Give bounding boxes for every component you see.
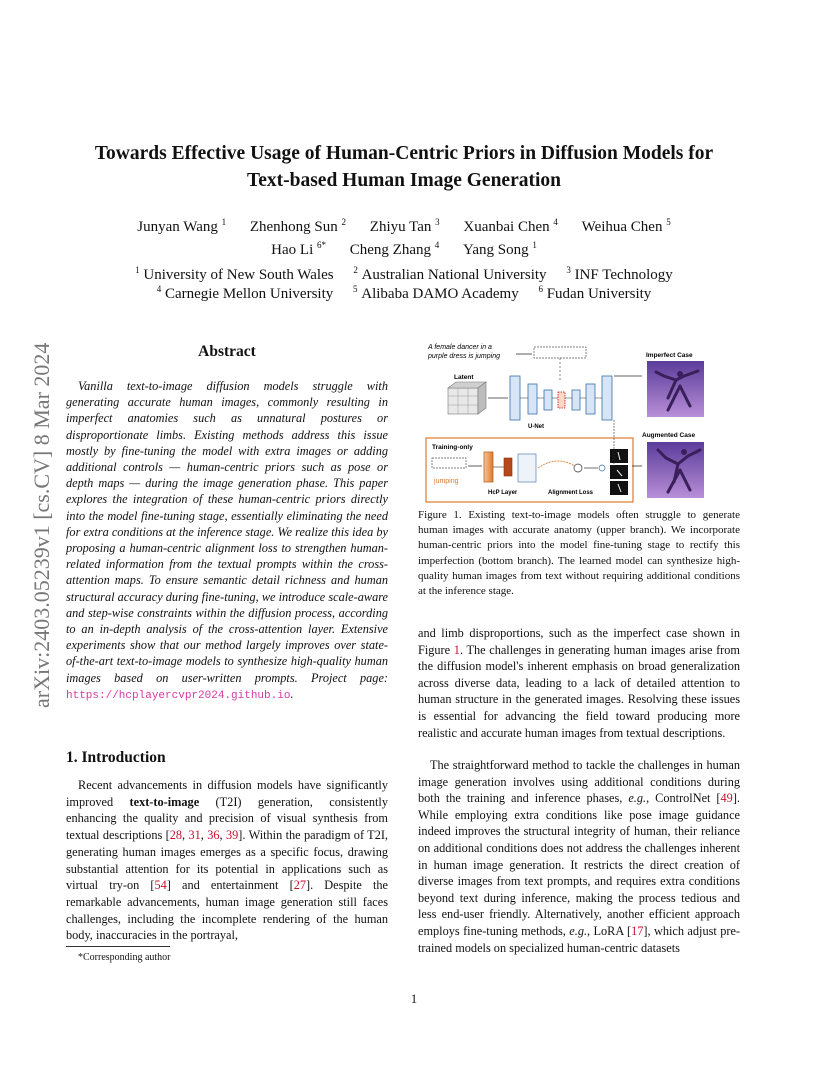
hcp-layer-label: HcP Layer (488, 490, 518, 496)
title-line-2: Text-based Human Image Generation (247, 170, 561, 191)
imperfect-case-image (647, 361, 704, 417)
jumping-token: jumping (434, 478, 459, 485)
training-only-label: Training-only (432, 444, 473, 451)
citation-link[interactable]: 39 (225, 828, 239, 843)
affiliation: $^6$ Fudan University (538, 284, 652, 302)
author: Yang Song $^1$ (462, 240, 537, 258)
prompt-text-line-2: purple dress is jumping (428, 353, 500, 360)
right-column-paragraph-1: and limb disproportions, such as the imperfect case shown in Figure 1. The challenges in generating human images arise from the diffusion model's inherent emphasis on broad generalization across diverse data, leading to a lack of detailed attention to human structure in the generated images. Resolving these issues is essential for advancing the field toward producing more realistic and accurate human images from textual descriptions. (418, 626, 740, 740)
text-embedding-icon (534, 347, 586, 358)
unet-label: U-Net (528, 424, 544, 430)
citation-link[interactable]: 28 (169, 828, 183, 843)
author-list (60, 216, 748, 262)
citation-link[interactable]: 17 (631, 923, 644, 938)
arxiv-identifier: arXiv:2403.05239v1 [cs.CV] 8 Mar 2024 (29, 342, 54, 708)
latent-label: Latent (454, 374, 474, 381)
right-column-paragraph-2: The straightforward method to tackle the challenges in human image generation involves using additional conditions during both the training and inference phases, e.g., ControlNet [49]. While employing extra conditions like pose image guidance indeed improves the structural integrity of human, their reliance on additional conditions does not address the challenges inherent in human image generation. It restricts the direct creation of diverse images from text prompts, and requires extra conditions beyond text during inference, making the process tedious and less end-user friendly. Alternatively, another efficient approach employs fine-tuning methods, e.g., LoRA [17], which adjust pre-trained models on specialized human-centric datasets (418, 758, 740, 955)
page-number: 1 (410, 992, 418, 1006)
author: Zhiyu Tan $^3$ (369, 217, 440, 235)
footnote: *Corresponding author (78, 952, 171, 963)
figure-1-diagram (418, 336, 740, 504)
hcp-layer-block (484, 452, 512, 482)
paper-title (60, 140, 748, 194)
citation-link[interactable]: 54 (154, 878, 167, 893)
imperfect-case-label: Imperfect Case (646, 352, 693, 359)
author: Hao Li $^{6*}$ (271, 240, 326, 258)
introduction-heading: 1. Introduction (66, 749, 166, 766)
alignment-loss-diagram (518, 449, 628, 495)
citation-link[interactable]: 27 (293, 878, 306, 893)
affiliation-list (60, 266, 748, 304)
augmented-case-image (647, 442, 704, 498)
author: Zhenhong Sun $^2$ (249, 217, 347, 235)
author: Weihua Chen $^5$ (581, 217, 671, 235)
augmented-case-label: Augmented Case (642, 432, 696, 439)
affiliation: $^2$ Australian National University (353, 265, 547, 283)
abstract-heading: Abstract (198, 343, 256, 360)
footnote-rule (66, 946, 170, 947)
token-embedding-icon (432, 458, 466, 468)
author: Junyan Wang $^1$ (137, 217, 227, 235)
author: Cheng Zhang $^4$ (349, 240, 440, 258)
affiliation: $^3$ INF Technology (566, 265, 673, 283)
author: Xuanbai Chen $^4$ (463, 217, 558, 235)
alignment-loss-label: Alignment Loss (548, 490, 594, 496)
introduction-paragraph: Recent advancements in diffusion models have significantly improved text-to-image (T2I) generation, consistently enhancing the quality and precision of visual synthesis from textual descriptions [28, 31, 36, 39]. Within the paradigm of T2I, generating human images emerges as a specific focus, drawing substantial attention for its potential in applications such as virtual try-on [54] and entertainment [27]. Despite the remarkable advancements, human image generation still faces challenges, including the incomplete rendering of the human body, inaccuracies in the portrayal, (66, 778, 389, 943)
title-line-1: Towards Effective Usage of Human-Centric Priors in Diffusion Models for (94, 143, 714, 164)
figure-1-caption: Figure 1. Existing text-to-image models often struggle to generate human images with accurate anatomy (upper branch). We incorporate human-centric priors into the model fine-tuning stage to rectify this imperfection (bottom branch). The learned model can synthesize high-quality human images from text without requiring additional conditions at the inference stage. (418, 509, 740, 598)
project-link[interactable]: https://hcplayercvpr2024.github.io (66, 689, 291, 702)
citation-link[interactable]: 31 (188, 828, 201, 843)
affiliation: $^1$ University of New South Wales (135, 265, 334, 283)
latent-cube-icon (448, 382, 486, 414)
unet-blocks (510, 376, 612, 420)
affiliation: $^4$ Carnegie Mellon University (156, 284, 334, 302)
citation-link[interactable]: 36 (207, 828, 220, 843)
prompt-text-line-1: A female dancer in a (428, 344, 492, 351)
figure-reference-link[interactable]: 1 (453, 642, 460, 657)
citation-link[interactable]: 49 (720, 791, 733, 806)
abstract-text: Vanilla text-to-image diffusion models struggle with generating accurate human images, commonly resulting in imperfect anatomies such as unnatural postures or disproportionate limbs. Existing methods address this issue mostly by fine-tuning the model with extra images or adding additional controls — human-centric priors such as pose or depth maps — during the image generation phase. This paper explores the integration of these human-centric priors directly into the model fine-tuning stage, essentially eliminating the need for extra conditions at the inference stage. We realize this idea by proposing a human-centric alignment loss to strengthen human-related information from the textual prompts within the cross-attention maps. To ensure semantic detail richness and human structural accuracy during fine-tuning, we introduce scale-aware and step-wise constraints within the diffusion process, according to an in-depth analysis of the cross-attention layer. Extensive experiments show that our method largely improves over state-of-the-art text-to-image models to synthesize high-quality human images based on user-written prompts. Project page: https://hcplayercvpr2024.github.io. (66, 379, 388, 702)
affiliation: $^5$ Alibaba DAMO Academy (353, 284, 519, 302)
